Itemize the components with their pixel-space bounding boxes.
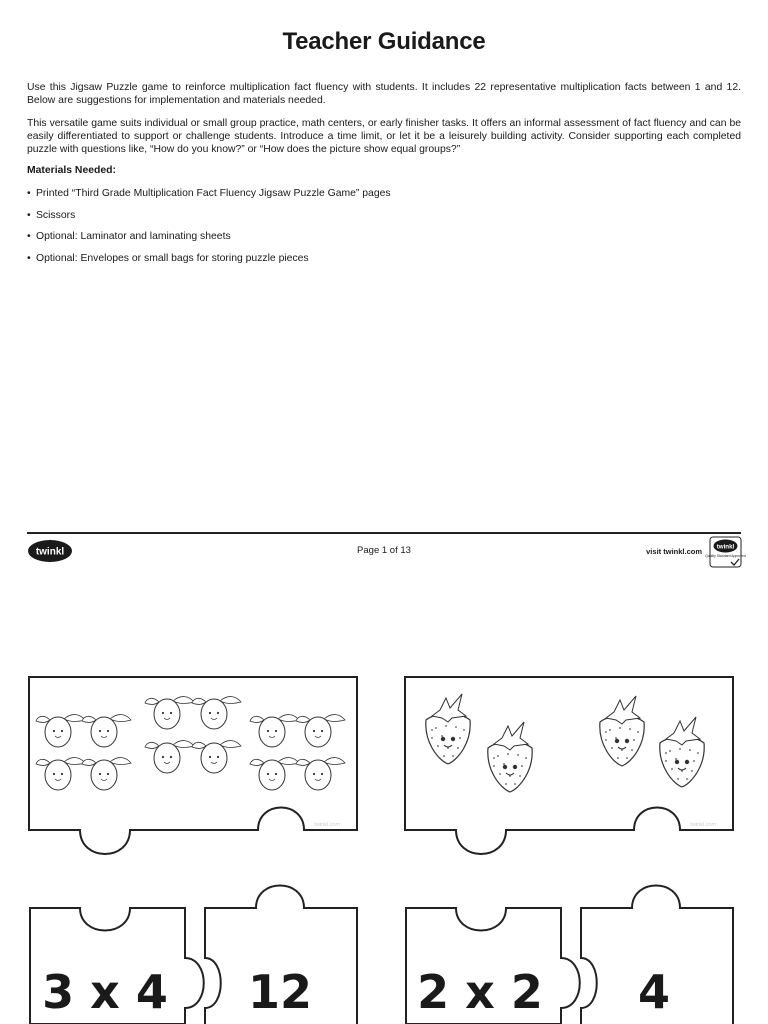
usage-paragraph: This versatile game suits individual or small group practice, math centers, or early finisher tasks. It offers an informal assessment of fact fluency and can be easily differentiated to support or challenge students. Introduce a time limit, or let it be a leisurely building activity. Consider supporting each completed puzzle with questions like, “How do you know?” or “How does the picture show equal groups?” (27, 118, 741, 155)
page-title: Teacher Guidance (282, 28, 486, 55)
equation-text: 3 x 4 (42, 965, 168, 1019)
footer-divider (27, 532, 741, 534)
list-item: • Optional: Laminator and laminating sheets (27, 226, 391, 248)
list-item: • Scissors (27, 205, 391, 227)
puzzle-piece-answer-1[interactable] (205, 886, 357, 1024)
page-number: Page 1 of 13 (357, 545, 411, 556)
badge-subtext: Quality Standard Approved (705, 554, 746, 558)
puzzle-piece-equation-1[interactable] (30, 908, 204, 1024)
puzzle-page (0, 572, 768, 1024)
list-item: • Printed “Third Grade Multiplication Fact Fluency Jigsaw Puzzle Game” pages (27, 183, 391, 205)
puzzle-pieces (0, 572, 768, 1024)
quality-badge-icon (705, 536, 746, 568)
puzzle-piece-picture-1[interactable] (29, 677, 357, 854)
materials-list (27, 183, 391, 270)
materials-heading: Materials Needed: (27, 165, 116, 176)
puzzle-piece-equation-2[interactable] (406, 908, 580, 1024)
puzzle-piece-answer-2[interactable] (581, 886, 733, 1024)
list-item: • Optional: Envelopes or small bags for storing puzzle pieces (27, 248, 391, 270)
badge-text: twinkl (716, 543, 735, 551)
answer-text: 4 (637, 965, 671, 1019)
intro-paragraph: Use this Jigsaw Puzzle game to reinforce multiplication fact fluency with students. It includes 22 representative multiplication facts between 1 and 12. Below are suggestions for implementation and materials needed. (27, 82, 741, 106)
answer-text: 12 (247, 965, 313, 1019)
equation-text: 2 x 2 (417, 965, 543, 1019)
visit-link[interactable]: visit twinkl.com (646, 547, 702, 556)
watermark-text: twinkl.com (314, 822, 340, 828)
puzzle-piece-picture-2[interactable] (405, 677, 733, 854)
watermark-text: twinkl.com (690, 822, 716, 828)
logo-text: twinkl (35, 546, 65, 558)
